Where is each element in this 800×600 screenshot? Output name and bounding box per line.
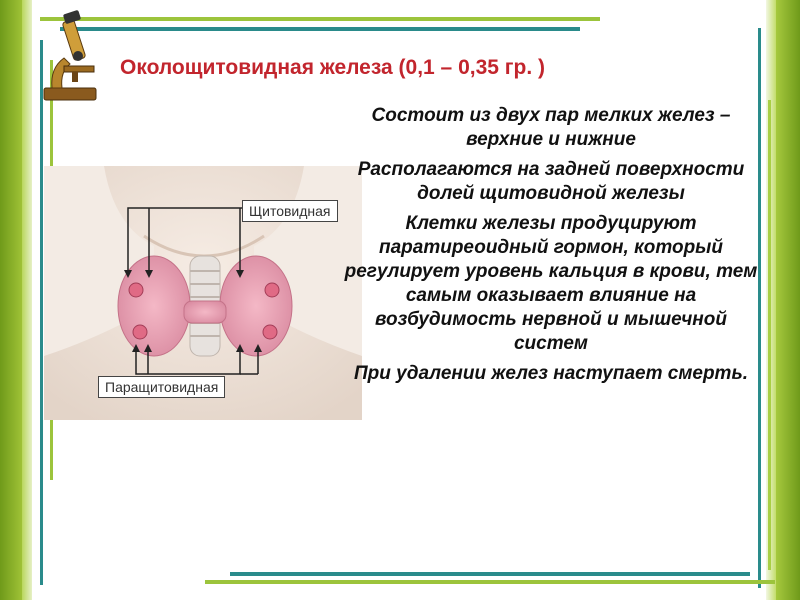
paragraph-structure: Состоит из двух пар мелких желез – верхние и нижние — [371, 105, 731, 150]
right-border-band — [776, 0, 800, 600]
paragraph-removal: При удалении желез наступает смерть. — [353, 363, 749, 384]
deco-line — [768, 100, 771, 570]
deco-line — [205, 580, 775, 584]
microscope-icon — [34, 8, 106, 104]
parathyroid-label: Паращитовидная — [98, 376, 225, 398]
content-text — [342, 104, 760, 392]
deco-line — [40, 17, 600, 21]
thyroid-illustration — [44, 166, 362, 420]
paragraph-function: Клетки железы продуцируют паратиреоидный гормон, который регулирует уровень кальция в крови, тем самым оказывает влияние на возбудимость нервной и мышечной систем — [344, 213, 758, 354]
left-border-band — [0, 0, 22, 600]
deco-line — [40, 40, 43, 585]
page-title: Околощитовидная железа (0,1 – 0,35 гр. ) — [120, 56, 546, 79]
deco-line — [60, 27, 580, 31]
left-border-gradient — [22, 0, 32, 600]
paragraph-location: Располагаются на задней поверхности долей щитовидной железы — [357, 159, 745, 204]
deco-line — [230, 572, 750, 576]
thyroid-label: Щитовидная — [242, 200, 338, 222]
